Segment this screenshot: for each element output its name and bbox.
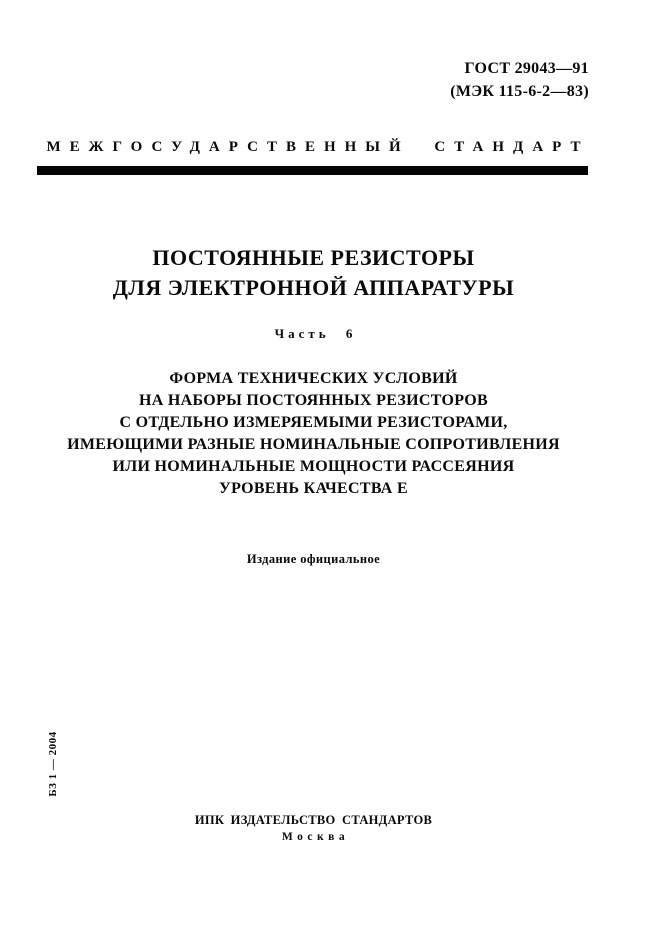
subtitle-line: ФОРМА ТЕХНИЧЕСКИХ УСЛОВИЙ [169, 370, 458, 387]
side-code: БЗ 1 — 2004 [47, 731, 59, 797]
edition-note: Издание официальное [246, 552, 381, 566]
subtitle-line: ИМЕЮЩИМИ РАЗНЫЕ НОМИНАЛЬНЫЕ СОПРОТИВЛЕНИЯ [67, 436, 560, 453]
subtitle-line: НА НАБОРЫ ПОСТОЯННЫХ РЕЗИСТОРОВ [139, 392, 488, 409]
subtitle-line: УРОВЕНЬ КАЧЕСТВА Е [219, 480, 408, 497]
publisher-city: Москва [281, 831, 350, 843]
doc-number-block [450, 57, 589, 103]
subtitle-line: С ОТДЕЛЬНО ИЗМЕРЯЕМЫМИ РЕЗИСТОРАМИ, [119, 414, 508, 431]
document-subtitle [37, 368, 590, 500]
subtitle-line: ИЛИ НОМИНАЛЬНЫЕ МОЩНОСТИ РАССЕЯНИЯ [112, 458, 515, 475]
document-title-line1: ПОСТОЯННЫЕ РЕЗИСТОРЫ [152, 245, 475, 270]
document-title-line2: ДЛЯ ЭЛЕКТРОННОЙ АППАРАТУРЫ [112, 275, 515, 300]
doc-number-iec: (МЭК 115-6-2—83) [450, 83, 589, 100]
divider-bar [37, 166, 588, 175]
part-label: Часть 6 [274, 326, 357, 341]
standard-type-banner: МЕЖГОСУДАРСТВЕННЫЙ СТАНДАРТ [46, 139, 590, 155]
publisher-line: ИПК ИЗДАТЕЛЬСТВО СТАНДАРТОВ [194, 813, 433, 827]
doc-number-gost: ГОСТ 29043—91 [464, 60, 589, 77]
document-title [37, 243, 590, 303]
